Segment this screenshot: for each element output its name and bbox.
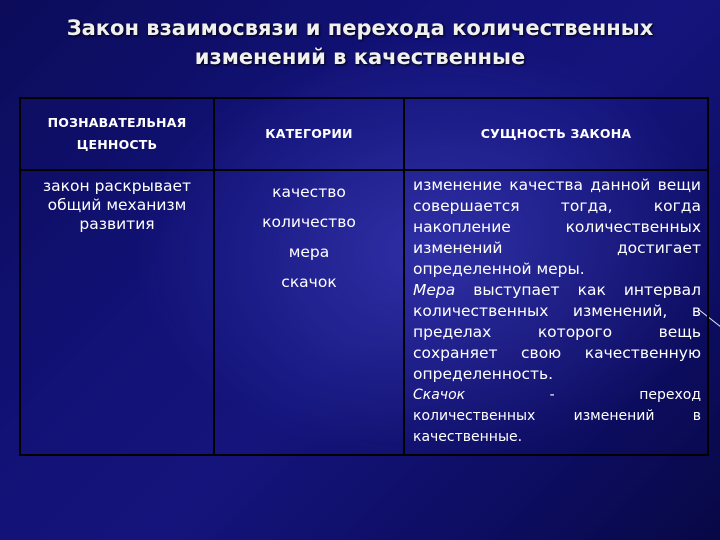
header-categories: КАТЕГОРИИ bbox=[214, 98, 404, 170]
essence-word-transition: переход bbox=[639, 387, 701, 403]
essence-paragraph-2 bbox=[413, 280, 701, 385]
header-cognitive-value bbox=[20, 98, 214, 170]
slide-title-line-1: Закон взаимосвязи и перехода количественных bbox=[66, 16, 654, 40]
header-cognitive-value-line-1: ПОЗНАВАТЕЛЬНАЯ bbox=[47, 115, 187, 130]
slide-title bbox=[0, 14, 720, 72]
essence-paragraph-2-text: выступает как интервал количественных изменений, в пределах которого вещь сохраняет свою качественную определенность. bbox=[413, 281, 701, 383]
value-line-3: развития bbox=[79, 215, 155, 233]
category-quantity: количество bbox=[262, 213, 356, 231]
table-row bbox=[20, 170, 708, 455]
header-cognitive-value-line-2: ЦЕННОСТЬ bbox=[76, 137, 158, 152]
value-line-2: общий механизм bbox=[47, 196, 187, 214]
essence-term-leap: Скачок bbox=[413, 387, 466, 403]
cell-essence bbox=[404, 170, 708, 455]
essence-paragraph-1: изменение качества данной вещи совершается тогда, когда накопление количественных изменений достигает определенной меры. bbox=[413, 176, 701, 278]
essence-paragraph-3 bbox=[413, 385, 701, 448]
essence-term-measure: Мера bbox=[413, 281, 456, 299]
essence-dash: - bbox=[549, 387, 555, 403]
header-essence: СУЩНОСТЬ ЗАКОНА bbox=[404, 98, 708, 170]
law-table bbox=[19, 97, 709, 456]
value-line-1: закон раскрывает bbox=[42, 177, 192, 195]
slide-title-line-2: изменений в качественные bbox=[194, 45, 526, 69]
cell-categories bbox=[214, 170, 404, 455]
table-header-row bbox=[20, 98, 708, 170]
cell-cognitive-value bbox=[20, 170, 214, 455]
essence-paragraph-3-first-line bbox=[413, 385, 701, 406]
essence-paragraph-3-text: количественных изменений в качественные. bbox=[413, 408, 701, 445]
category-leap: скачок bbox=[281, 273, 337, 291]
category-measure: мера bbox=[288, 243, 330, 261]
category-quality: качество bbox=[272, 183, 346, 201]
